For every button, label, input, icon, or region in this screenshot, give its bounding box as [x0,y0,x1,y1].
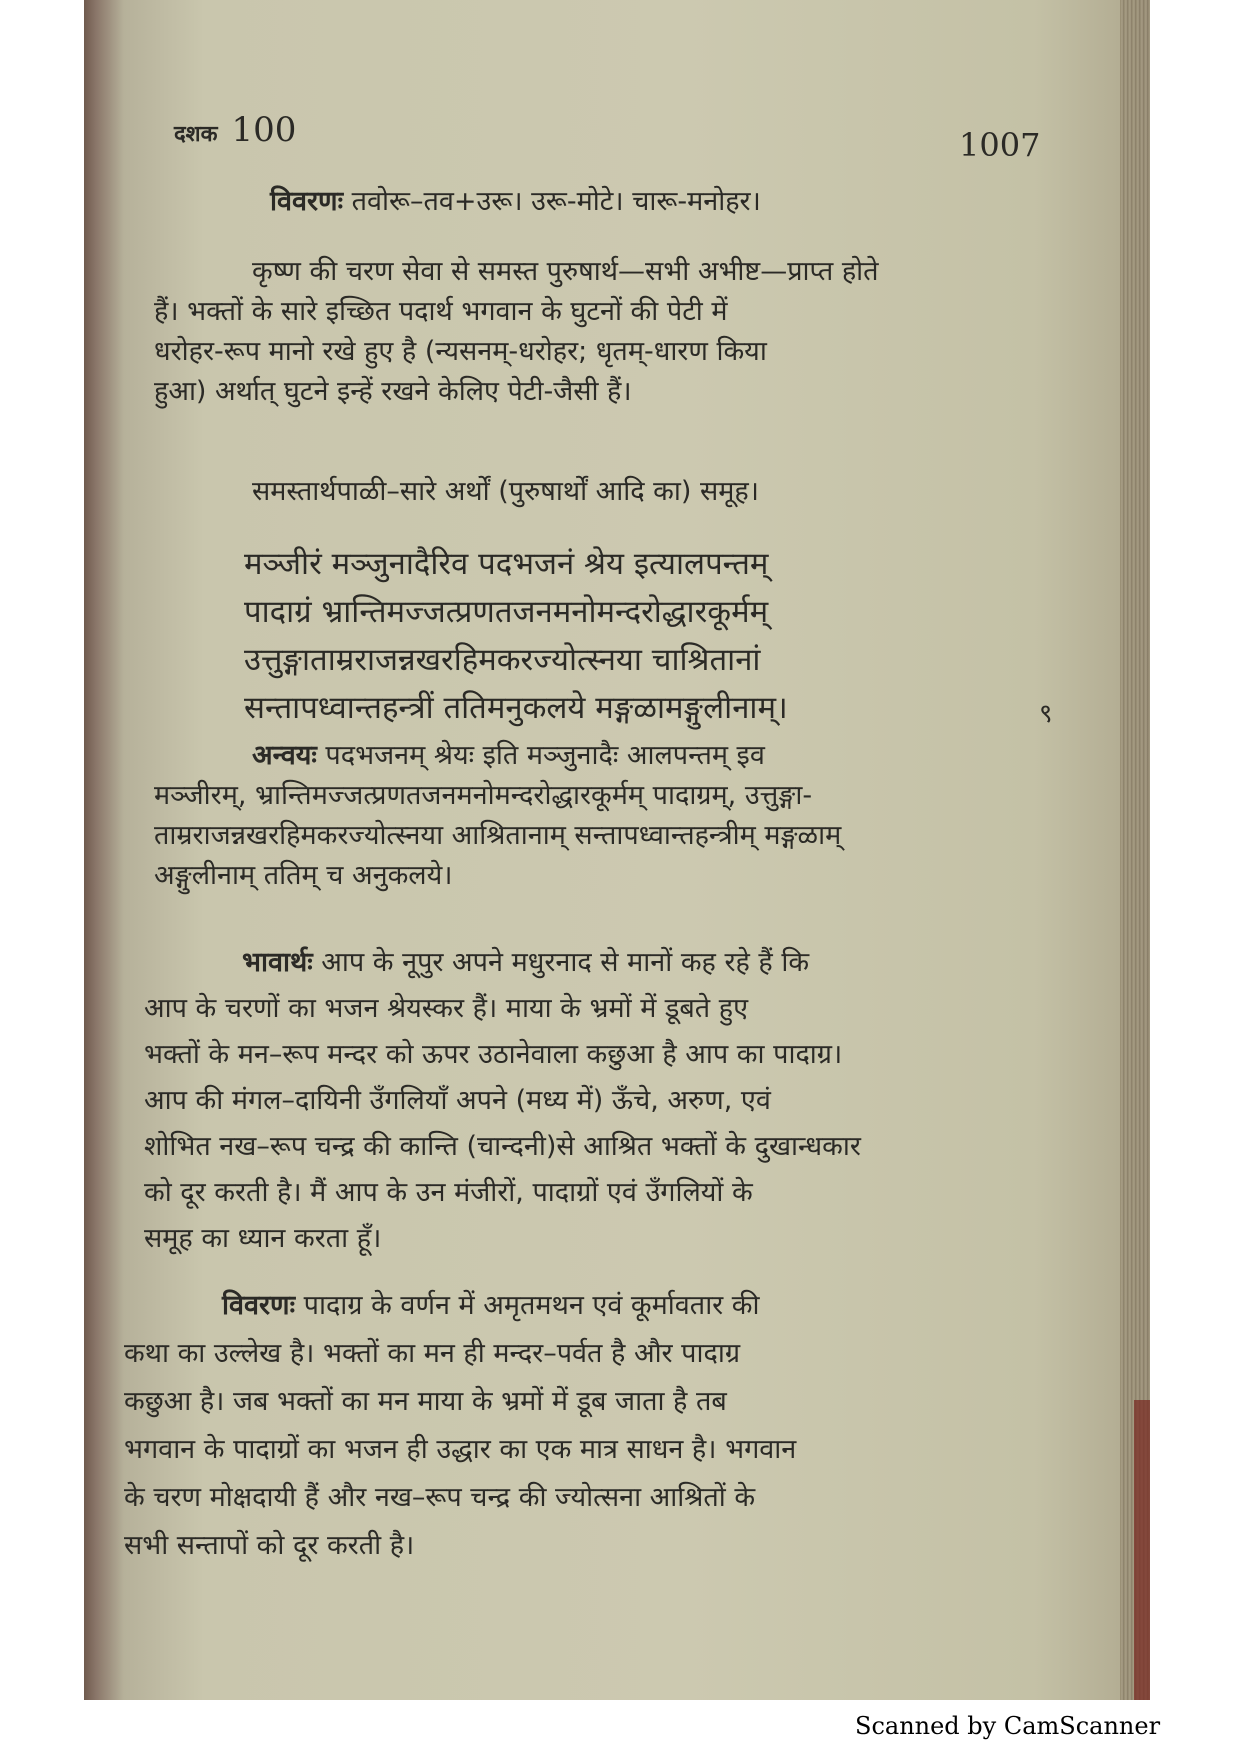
vivaran-2-line: कथा का उल्लेख है। भक्तों का मन ही मन्दर–पर्वत है और पादाग्र [124,1338,741,1369]
bhavartha-line: आप के चरणों का भजन श्रेयस्कर हैं। माया के भ्रमों में डूबते हुए [144,993,749,1024]
vivaran-2-line: सभी सन्तापों को दूर करती है। [124,1530,415,1561]
section-label: दशक [174,122,218,147]
vivaran-2-line: पादाग्र के वर्णन में अमृतमथन एवं कूर्मावतार की [303,1290,760,1321]
vivaran-2-line: भगवान के पादाग्रों का भजन ही उद्धार का एक मात्र साधन है। भगवान [124,1434,797,1465]
bhavartha-line: समूह का ध्यान करता हूँ। [144,1223,382,1254]
vivaran-1-text: तवोरू–तव+उरू। उरू-मोटे। चारू-मनोहर। [351,186,761,217]
vivaran-1-label: विवरणः [270,186,344,217]
verse-line: पादाग्रं भ्रान्तिमज्जत्प्रणतजनमनोमन्दरोद्धारकूर्मम् [244,594,769,630]
paragraph-1-line: हैं। भक्तों के सारे इच्छित पदार्थ भगवान के घुटनों की पेटी में [154,296,728,327]
paragraph-1-line: कृष्ण की चरण सेवा से समस्त पुरुषार्थ—सभी अभीष्ट—प्राप्त होते [252,256,879,287]
bhavartha-label: भावार्थः [242,947,313,978]
paragraph-1 [154,252,1074,412]
bhavartha-line: आप की मंगल–दायिनी उँगलियाँ अपने (मध्य में) ऊँचे, अरुण, एवं [144,1085,771,1116]
scanner-watermark: Scanned by CamScanner [855,1712,1161,1740]
verse-line: मञ्जीरं मञ्जुनादैरिव पदभजनं श्रेय इत्यालपन्तम् [244,546,769,582]
anvaya-line: ताम्रराजन्नखरहिमकरज्योत्स्नया आश्रितानाम् सन्तापध्वान्तहन्त्रीम् मङ्गळाम् [154,820,842,851]
bhavartha-line: भक्तों के मन–रूप मन्दर को ऊपर उठानेवाला कछुआ है आप का पादाग्र। [144,1039,843,1070]
anvaya-label: अन्वयः [252,740,317,771]
page-number: 1007 [959,126,1041,164]
anvaya-line: अङ्गुलीनाम् ततिम् च अनुकलये। [154,860,453,891]
paragraph-1-line: धरोहर-रूप मानो रखे हुए है (न्यसनम्-धरोहर; धृतम्-धारण किया [154,336,767,367]
verse [244,540,1024,732]
vivaran-2-label: विवरणः [222,1290,296,1321]
book-cover-edge [1134,1400,1150,1700]
paragraph-1-line: हुआ) अर्थात् घुटने इन्हें रखने केलिए पेटी-जैसी हैं। [154,376,632,407]
anvaya-line: मञ्जीरम्, भ्रान्तिमज्जत्प्रणतजनमनोमन्दरोद्धारकूर्मम् पादाग्रम्, उत्तुङ्गा- [154,780,813,811]
vivaran-2-line: के चरण मोक्षदायी हैं और नख–रूप चन्द्र की ज्योत्सना आश्रितों के [124,1482,756,1513]
running-header-left [174,110,296,150]
section-number: 100 [231,110,297,150]
anvaya-line: पदभजनम् श्रेयः इति मञ्जुनादैः आलपन्तम् इव [325,740,765,771]
vivaran-2 [124,1282,1074,1570]
verse-number: ९ [1039,699,1053,729]
verse-line: सन्तापध्वान्तहन्त्रीं ततिमनुकलये मङ्गळामङ्गुलीनाम्। [244,690,788,726]
verse-line: उत्तुङ्गाताम्रराजन्नखरहिमकरज्योत्स्नया चाश्रितानां [244,642,761,678]
vivaran-2-line: कछुआ है। जब भक्तों का मन माया के भ्रमों में डूब जाता है तब [124,1386,727,1417]
bhavartha-line: आप के नूपुर अपने मधुरनाद से मानों कह रहे हैं कि [321,947,810,978]
bhavartha [144,940,1074,1262]
scanned-page [84,0,1150,1700]
bhavartha-line: शोभित नख–रूप चन्द्र की कान्ति (चान्दनी)से आश्रित भक्तों के दुखान्धकार [144,1131,861,1162]
bhavartha-line: को दूर करती है। मैं आप के उन मंजीरों, पादाग्रों एवं उँगलियों के [144,1177,753,1208]
anvaya [154,736,1074,896]
vivaran-1 [270,182,1050,222]
paragraph-2: समस्तार्थपाळी–सारे अर्थों (पुरुषार्थों आदि का) समूह। [252,476,759,507]
